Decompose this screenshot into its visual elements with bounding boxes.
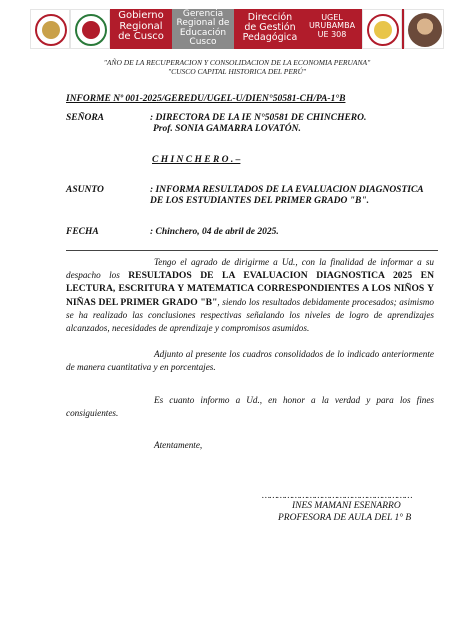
body-paragraph-2: Adjunto al presente los cuadros consolidados de lo indicado anteriormente de manera cuantitativa y en porcentajes. bbox=[66, 349, 434, 372]
asunto-line-2: DE LOS ESTUDIANTES DEL PRIMER GRADO "B". bbox=[150, 196, 369, 206]
informe-number: INFORME Nº 001-2025/GEREDU/UGEL-U/DIEN°50581-CH/PA-1°B bbox=[66, 94, 346, 104]
header-org3: Dirección de Gestión Pedagógica bbox=[242, 12, 298, 43]
motto-line-1: "AÑO DE LA RECUPERACION Y CONSOLIDACION DE LA ECONOMIA PERUANA" bbox=[103, 58, 371, 67]
header-banner bbox=[30, 9, 444, 49]
header-org2: Gerencia Regional de Educación Cusco bbox=[172, 9, 234, 49]
asunto-label: ASUNTO bbox=[66, 185, 104, 195]
ugel-seal-logo bbox=[362, 9, 402, 49]
body-paragraph-1-bold: RESULTADOS DE LA EVALUACION DIAGNOSTICA 2025 EN LECTURA, ESCRITURA Y MATEMATICA CORRESPONDIENTES A LOS NIÑOS Y NIÑAS DEL PRIMER GRADO "B" bbox=[66, 269, 434, 308]
signature-title: PROFESORA DE AULA DEL 1° B bbox=[278, 513, 412, 523]
fecha-label: FECHA bbox=[66, 227, 99, 237]
signature-name: INES MAMANI ESENARRO bbox=[292, 501, 401, 511]
separator-line bbox=[66, 250, 438, 251]
motto-line-2: "CUSCO CAPITAL HISTORICA DEL PERÚ" bbox=[167, 67, 307, 76]
body-paragraph-1: Tengo el agrado de dirigirme a Ud., con la finalidad de informar a su despacho los RESULTADOS DE LA EVALUACION DIAGNOSTICA 2025 EN LECTURA, ESCRITURA Y MATEMATICA CORRESPONDIENTES A LOS NIÑOS Y NIÑAS DEL PRIMER GRADO "B", siendo los resultados debidamente procesados; asimismo se ha realizado las conclusiones respectivas señalando los niveles de logro de aprendizajes alcanzados, necesidades de aprendizaje y compromisos asumidos. bbox=[66, 257, 434, 333]
closing: Atentamente, bbox=[154, 440, 203, 450]
school-patron-photo bbox=[404, 9, 444, 49]
header-org4: UGEL URUBAMBA UE 308 bbox=[308, 13, 356, 39]
body-paragraph-3: Es cuanto informo a Ud., en honor a la verdad y para los fines consiguientes. bbox=[66, 395, 434, 418]
fecha-value: : Chinchero, 04 de abril de 2025. bbox=[150, 227, 279, 237]
senora-line-2: Prof. SONIA GAMARRA LOVATÓN. bbox=[153, 124, 301, 134]
regional-government-logo bbox=[70, 9, 110, 49]
senora-line-1: : DIRECTORA DE LA IE N°50581 DE CHINCHERO. bbox=[150, 113, 367, 123]
signature-dots: …………………………………………………… bbox=[262, 490, 413, 500]
place-heading: C H I N C H E R O . – bbox=[152, 155, 241, 165]
peru-shield-logo bbox=[30, 9, 70, 49]
header-org1: Gobierno Regional de Cusco bbox=[118, 10, 164, 42]
asunto-line-1: : INFORMA RESULTADOS DE LA EVALUACION DIAGNOSTICA bbox=[150, 185, 424, 195]
senora-label: SEÑORA bbox=[66, 113, 105, 123]
